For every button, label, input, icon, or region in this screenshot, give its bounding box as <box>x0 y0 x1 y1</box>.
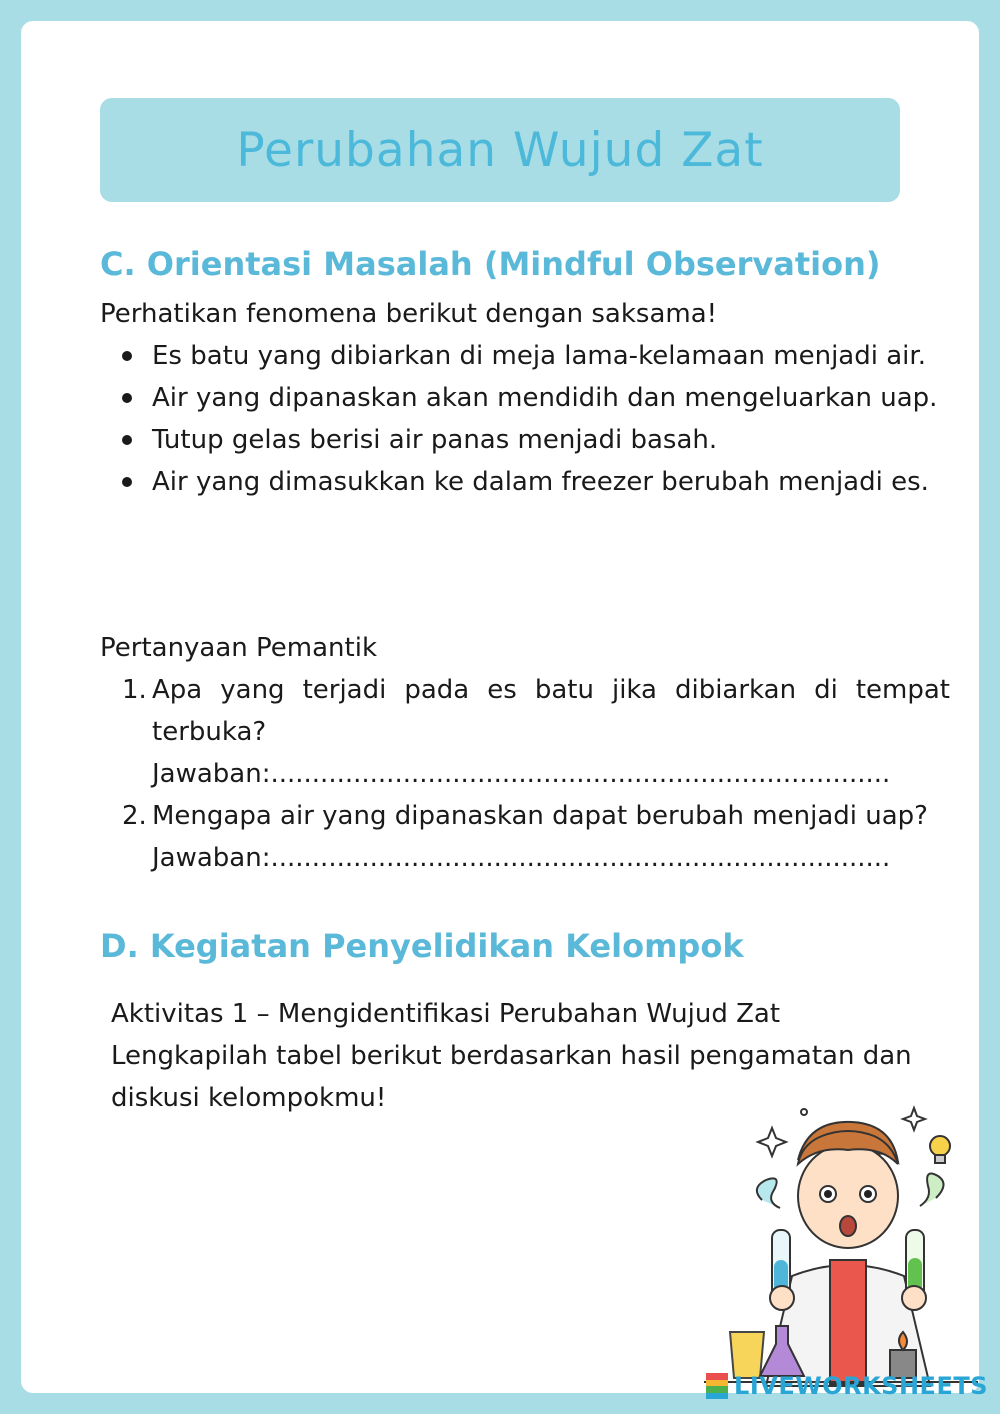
list-item <box>100 377 950 419</box>
section-c-intro: Perhatikan fenomena berikut dengan saksama! <box>100 299 718 329</box>
phenomena-list <box>100 335 950 503</box>
brand-wordmark: LIVEWORKSHEETS <box>734 1372 988 1400</box>
section-c-heading: C. Orientasi Masalah (Mindful Observation) <box>100 245 881 283</box>
liveworksheets-logo <box>706 1372 988 1400</box>
list-item <box>100 335 950 377</box>
question-item <box>100 669 950 795</box>
activity-instruction-line: diskusi kelompokmu! <box>111 1083 387 1113</box>
question-text: Mengapa air yang dipanaskan dapat berubah menjadi uap? <box>152 801 928 831</box>
activity-instruction-line: Lengkapilah tabel berikut berdasarkan hasil pengamatan dan <box>111 1041 912 1071</box>
section-d-heading: D. Kegiatan Penyelidikan Kelompok <box>100 927 744 965</box>
list-item-text: Tutup gelas berisi air panas menjadi basah. <box>152 425 718 455</box>
question-item <box>100 795 950 879</box>
scientist-boy-icon <box>700 1100 980 1390</box>
brand-badge-icon <box>706 1373 728 1399</box>
list-item-text: Air yang dimasukkan ke dalam freezer berubah menjadi es. <box>152 467 929 497</box>
question-number: 2. <box>122 801 147 831</box>
question-number: 1. <box>122 675 147 705</box>
questions-list <box>100 669 950 879</box>
title-banner <box>100 98 900 202</box>
questions-label: Pertanyaan Pemantik <box>100 633 377 663</box>
list-item-text: Air yang dipanaskan akan mendidih dan mengeluarkan uap. <box>152 383 938 413</box>
answer-field[interactable]: Jawaban:........................................................................... <box>152 759 891 789</box>
list-item-text: Es batu yang dibiarkan di meja lama-kelamaan menjadi air. <box>152 341 926 371</box>
list-item <box>100 461 950 503</box>
activity-title: Aktivitas 1 – Mengidentifikasi Perubahan Wujud Zat <box>111 999 781 1029</box>
question-text: Apa yang terjadi pada es batu jika dibiarkan di tempat terbuka? <box>152 675 950 747</box>
answer-field[interactable]: Jawaban:........................................................................... <box>152 843 891 873</box>
list-item <box>100 419 950 461</box>
page-title: Perubahan Wujud Zat <box>236 122 764 178</box>
